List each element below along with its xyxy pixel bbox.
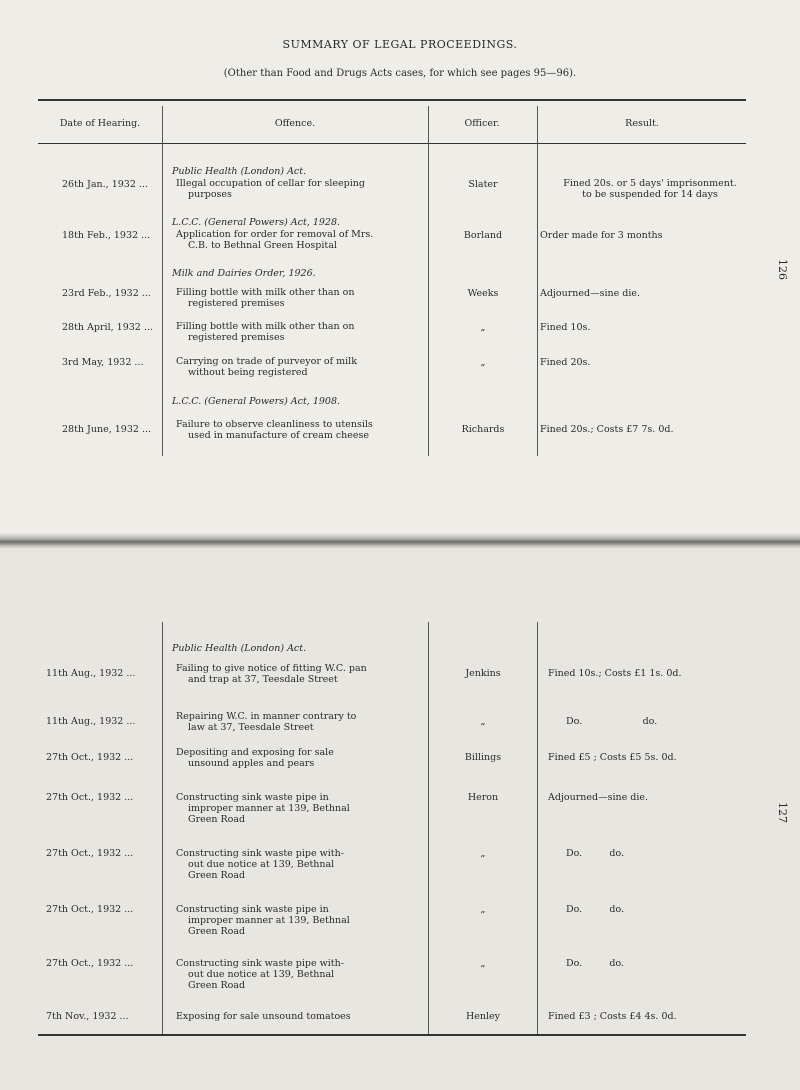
offence-text: Constructing sink waste pipe with- out due notice at 139, Bethnal Green Road — [176, 958, 344, 991]
hearing-date: 26th Jan., 1932 ... — [62, 179, 148, 190]
header-offence: Offence. — [274, 118, 316, 129]
result-text: Do. do. — [566, 904, 625, 915]
hearing-date: 18th Feb., 1932 ... — [62, 230, 151, 241]
result-text: Fined 20s. or 5 days' imprisonment. to be suspended for 14 days — [563, 178, 737, 200]
result-text: Fined £3 ; Costs £4 4s. 0d. — [548, 1011, 677, 1022]
result-text: Do. do. — [566, 848, 625, 859]
hearing-date: 27th Oct., 1932 ... — [46, 904, 134, 915]
officer-name: „ — [480, 716, 486, 727]
hearing-date: 27th Oct., 1932 ... — [46, 792, 134, 803]
officer-name: Jenkins — [465, 668, 501, 679]
result-text: Fined £5 ; Costs £5 5s. 0d. — [548, 752, 677, 763]
table-bottom-rule — [38, 1034, 746, 1036]
column-divider — [428, 622, 429, 1034]
offence-text: Repairing W.C. in manner contrary to law at 37, Teesdale Street — [176, 711, 357, 733]
table-top-rule — [38, 99, 746, 101]
result-text: Do. do. — [566, 958, 625, 969]
result-text: Fined 20s.; Costs £7 7s. 0d. — [540, 424, 674, 435]
hearing-date: 27th Oct., 1932 ... — [46, 958, 134, 969]
result-text: Adjourned—sine die. — [540, 288, 641, 299]
result-text: Order made for 3 months — [540, 230, 663, 241]
result-text: Fined 10s. — [540, 322, 591, 333]
offence-text: Constructing sink waste pipe in improper manner at 139, Bethnal Green Road — [176, 904, 350, 937]
result-text: Do. do. — [566, 716, 658, 727]
section-heading: L.C.C. (General Powers) Act, 1928. — [172, 217, 341, 228]
column-divider — [428, 106, 429, 456]
officer-name: Heron — [467, 792, 499, 803]
header-result: Result. — [625, 118, 659, 129]
header-date: Date of Hearing. — [59, 118, 141, 129]
offence-text: Exposing for sale unsound tomatoes — [176, 1011, 351, 1022]
offence-text: Filling bottle with milk other than on registered premises — [176, 321, 355, 343]
hearing-date: 7th Nov., 1932 ... — [46, 1011, 129, 1022]
hearing-date: 27th Oct., 1932 ... — [46, 848, 134, 859]
hearing-date: 27th Oct., 1932 ... — [46, 752, 134, 763]
column-divider — [162, 106, 163, 456]
column-divider — [162, 622, 163, 1034]
officer-name: Borland — [463, 230, 503, 241]
document-subtitle: (Other than Food and Drugs Acts cases, for which see pages 95—96). — [223, 68, 577, 79]
offence-text: Application for order for removal of Mrs. C.B. to Bethnal Green Hospital — [176, 229, 374, 251]
officer-name: Richards — [461, 424, 505, 435]
page-number: 127 — [776, 802, 789, 823]
hearing-date: 3rd May, 1932 ... — [62, 357, 144, 368]
hearing-date: 28th June, 1932 ... — [62, 424, 152, 435]
officer-name: Henley — [465, 1011, 501, 1022]
officer-name: Slater — [468, 179, 498, 190]
column-divider — [537, 622, 538, 1034]
column-divider — [537, 106, 538, 456]
header-rule — [38, 143, 746, 144]
document-title: SUMMARY OF LEGAL PROCEEDINGS. — [282, 38, 518, 51]
offence-text: Depositing and exposing for sale unsound apples and pears — [176, 747, 334, 769]
officer-name: Weeks — [467, 288, 499, 299]
page-127 — [0, 548, 800, 1090]
officer-name: „ — [480, 322, 486, 333]
offence-text: Illegal occupation of cellar for sleeping purposes — [176, 178, 365, 200]
offence-text: Constructing sink waste pipe in improper manner at 139, Bethnal Green Road — [176, 792, 350, 825]
officer-name: „ — [480, 848, 486, 859]
hearing-date: 11th Aug., 1932 ... — [46, 668, 136, 679]
officer-name: „ — [480, 958, 486, 969]
section-heading: Public Health (London) Act. — [172, 643, 307, 654]
offence-text: Filling bottle with milk other than on registered premises — [176, 287, 355, 309]
hearing-date: 28th April, 1932 ... — [62, 322, 153, 333]
hearing-date: 23rd Feb., 1932 ... — [62, 288, 151, 299]
hearing-date: 11th Aug., 1932 ... — [46, 716, 136, 727]
officer-name: „ — [480, 904, 486, 915]
offence-text: Carrying on trade of purveyor of milk without being registered — [176, 356, 357, 378]
result-text: Adjourned—sine die. — [548, 792, 649, 803]
header-officer: Officer. — [464, 118, 500, 129]
officer-name: „ — [480, 357, 486, 368]
result-text: Fined 20s. — [540, 357, 591, 368]
section-heading: Milk and Dairies Order, 1926. — [172, 268, 316, 279]
section-heading: L.C.C. (General Powers) Act, 1908. — [172, 396, 341, 407]
offence-text: Constructing sink waste pipe with- out due notice at 139, Bethnal Green Road — [176, 848, 344, 881]
page-126 — [0, 0, 800, 536]
officer-name: Billings — [464, 752, 502, 763]
offence-text: Failure to observe cleanliness to utensils used in manufacture of cream cheese — [176, 419, 373, 441]
page-number: 126 — [776, 259, 789, 280]
result-text: Fined 10s.; Costs £1 1s. 0d. — [548, 668, 682, 679]
section-heading: Public Health (London) Act. — [172, 166, 307, 177]
offence-text: Failing to give notice of fitting W.C. pan and trap at 37, Teesdale Street — [176, 663, 367, 685]
